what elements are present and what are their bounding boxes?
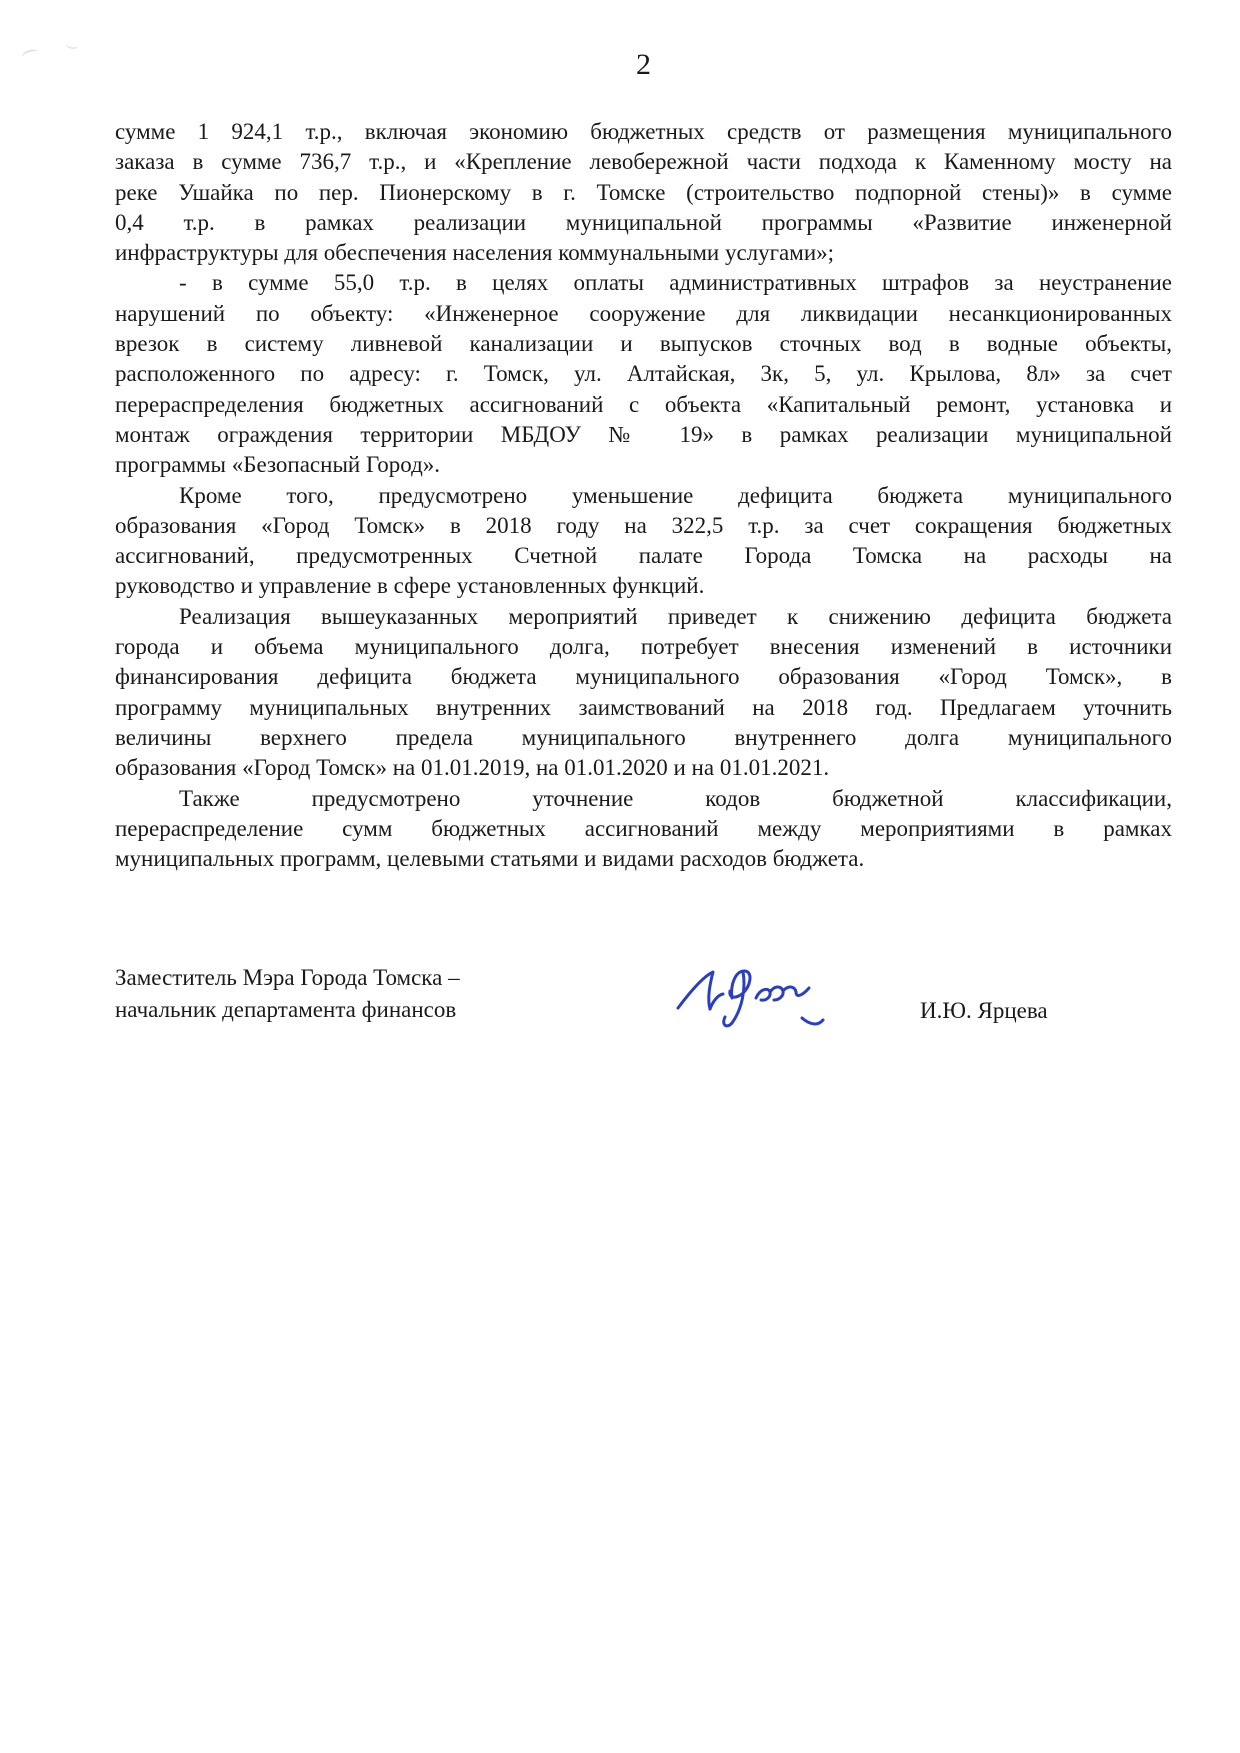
document-body <box>115 117 1172 874</box>
paragraph <box>115 481 1172 602</box>
text-line: города и объема муниципального долга, потребует внесения изменений в источники <box>115 634 1172 660</box>
signer-name: И.Ю. Ярцева <box>920 998 1048 1023</box>
text-line: расположенного по адресу: г. Томск, ул. Алтайская, 3к, 5, ул. Крылова, 8л» за счет <box>115 361 1172 387</box>
text-line: образования «Город Томск» в 2018 году на 322,5 т.р. за счет сокращения бюджетных <box>115 512 1172 538</box>
signer-title-line2: начальник департамента финансов <box>115 997 457 1022</box>
text-line: муниципальных программ, целевыми статьями и видами расходов бюджета. <box>115 846 865 872</box>
text-line: перераспределение сумм бюджетных ассигнований между мероприятиями в рамках <box>115 815 1172 841</box>
text-line: заказа в сумме 736,7 т.р., и «Крепление левобережной части подхода к Каменному мосту на <box>115 149 1172 175</box>
text-line: сумме 1 924,1 т.р., включая экономию бюджетных средств от размещения муниципального <box>115 119 1172 144</box>
text-line: программу муниципальных внутренних заимствований на 2018 год. Предлагаем уточнить <box>115 694 1172 720</box>
text-line: Кроме того, предусмотрено уменьшение дефицита бюджета муниципального <box>179 482 1172 508</box>
text-line: Также предусмотрено уточнение кодов бюджетной классификации, <box>179 785 1172 811</box>
paragraph <box>115 117 1172 268</box>
text-line: руководство и управление в сфере установленных функций. <box>115 573 705 599</box>
text-line: перераспределения бюджетных ассигнований с объекта «Капитальный ремонт, установка и <box>115 391 1172 417</box>
text-line: монтаж ограждения территории МБДОУ № 19» в рамках реализации муниципальной <box>115 421 1172 447</box>
page-number: 2 <box>636 48 651 81</box>
text-line: программы «Безопасный Город». <box>115 452 441 478</box>
paragraph <box>115 268 1172 480</box>
text-line: 0,4 т.р. в рамках реализации муниципальной программы «Развитие инженерной <box>115 209 1172 235</box>
paragraph <box>115 602 1172 784</box>
text-line: нарушений по объекту: «Инженерное сооружение для ликвидации несанкционированных <box>115 300 1172 326</box>
signer-title <box>115 962 460 1026</box>
scan-artifact <box>65 40 78 50</box>
text-line: величины верхнего предела муниципального внутреннего долга муниципального <box>115 724 1172 750</box>
signer-title-line1: Заместитель Мэра Города Томска – <box>115 965 460 990</box>
text-line: инфраструктуры для обеспечения населения коммунальными услугами»; <box>115 240 835 266</box>
handwritten-signature-icon <box>672 962 852 1042</box>
text-line: врезок в систему ливневой канализации и выпусков сточных вод в водные объекты, <box>115 331 1172 357</box>
paragraph <box>115 784 1172 875</box>
text-line: ассигнований, предусмотренных Счетной палате Города Томска на расходы на <box>115 543 1172 569</box>
text-line: образования «Город Томск» на 01.01.2019, на 01.01.2020 и на 01.01.2021. <box>115 755 830 781</box>
scan-artifact <box>21 48 39 62</box>
text-line: реке Ушайка по пер. Пионерскому в г. Томске (строительство подпорной стены)» в сумме <box>115 179 1172 205</box>
text-line: Реализация вышеуказанных мероприятий приведет к снижению дефицита бюджета <box>179 603 1172 629</box>
text-line: финансирования дефицита бюджета муниципального образования «Город Томск», в <box>115 664 1172 690</box>
text-line: - в сумме 55,0 т.р. в целях оплаты административных штрафов за неустранение <box>179 270 1172 296</box>
